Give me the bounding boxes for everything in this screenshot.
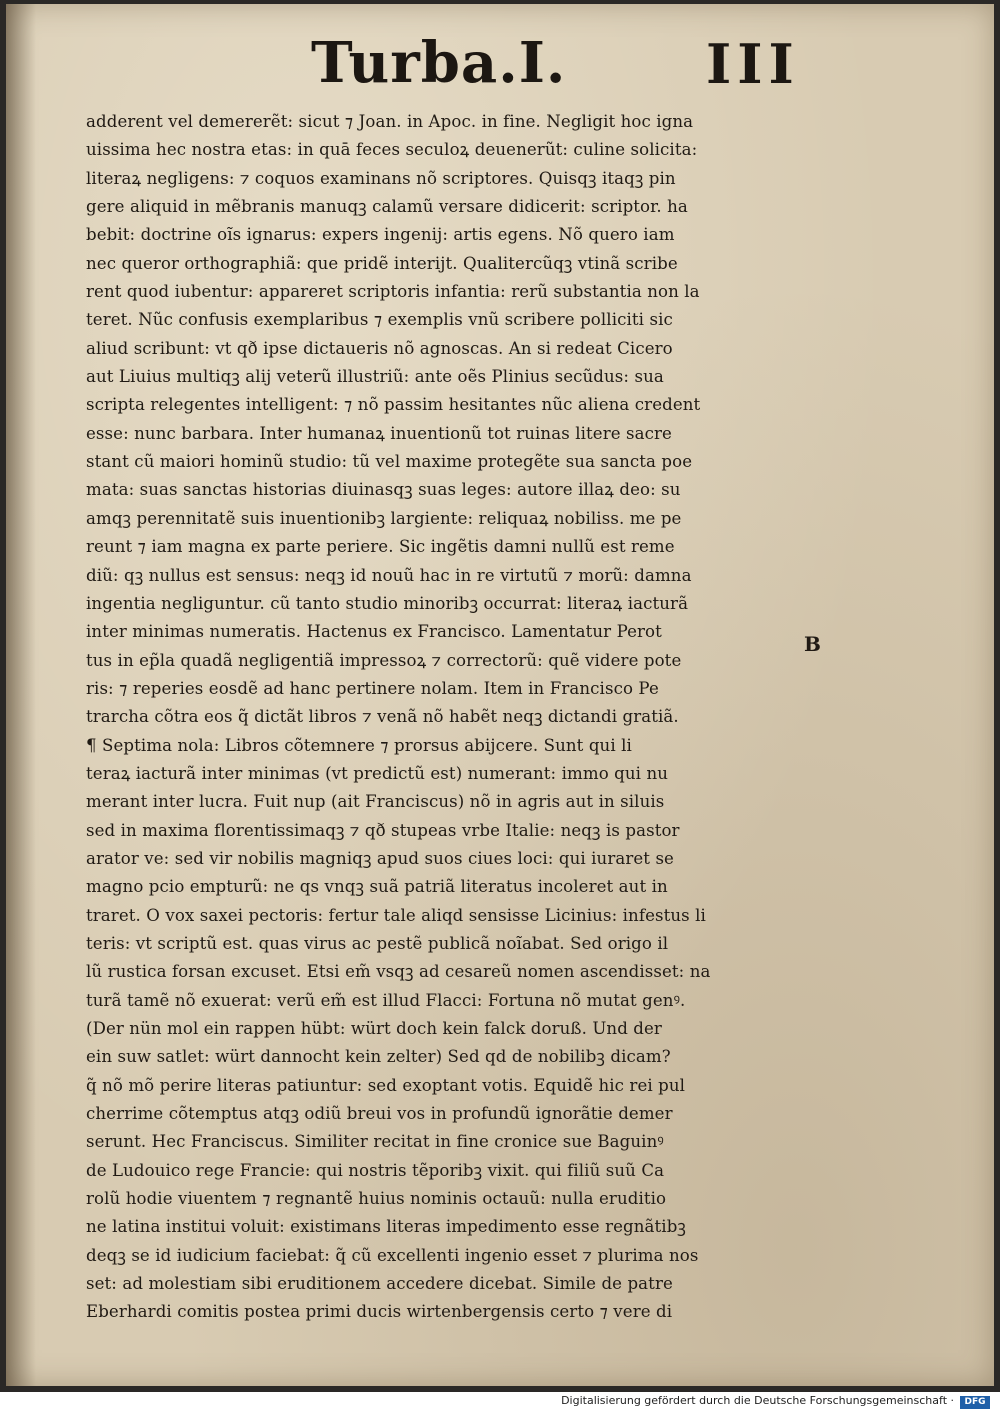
dfg-logo: DFG: [960, 1396, 990, 1409]
text-line: serunt. Hec Franciscus. Similiter recitat in fine cronice sue Baguinꝰ: [86, 1132, 664, 1152]
margin-note: B: [804, 632, 821, 656]
text-line: literaꝝ negligens: ⁊ coquos examinans nõ scriptores. Quisqꝫ itaqꝫ pin: [86, 168, 676, 188]
text-line: mata: suas sanctas historias diuinasqꝫ suas leges: autore illaꝝ deo: su: [86, 480, 681, 500]
text-line: stant cũ maiori hominũ studio: tũ vel maxime protegẽte sua sancta poe: [86, 452, 693, 472]
page-gutter-shadow: [6, 4, 36, 1386]
book-page: [6, 4, 994, 1386]
text-line: gere aliquid in mẽbranis manuqꝫ calamũ versare didicerit: scriptor. ha: [86, 197, 688, 217]
text-line: esse: nunc barbara. Inter humanaꝝ inuentionũ tot ruinas litere sacre: [86, 423, 672, 443]
text-line: sed in maxima florentissimaqꝫ ⁊ qð stupeas vrbe Italie: neqꝫ is pastor: [86, 820, 680, 840]
digitization-footer: [0, 1392, 1000, 1413]
text-line: turã tamẽ nõ exuerat: verũ em̃ est illud Flacci: Fortuna nõ mutat genꝰ.: [86, 990, 686, 1010]
text-line: ¶ Septima nola: Libros cõtemnere ⁊ prorsus abijcere. Sunt qui li: [86, 735, 632, 755]
text-line: aut Liuius multiqꝫ alij veterũ illustriũ: ante oẽs Plinius secũdus: sua: [86, 367, 664, 387]
text-line: ris: ⁊ reperies eosdẽ ad hanc pertinere nolam. Item in Francisco Pe: [86, 678, 659, 698]
text-line: (Der nün mol ein rappen hübt: würt doch kein falck doruß. Und der: [86, 1019, 662, 1038]
folio-number: III: [706, 32, 800, 96]
text-line: tus in ep̃la quadã negligentiã impressoꝝ ⁊ correctorũ: quẽ videre pote: [86, 650, 682, 670]
text-line: uissima hec nostra etas: in quā feces seculoꝝ deuenerũt: culine solicita:: [86, 140, 698, 160]
text-block: [86, 108, 800, 1327]
text-line: q̃ nõ mõ perire literas patiuntur: sed exoptant votis. Equidẽ hic rei pul: [86, 1075, 686, 1095]
text-line: Eberhardi comitis postea primi ducis wirtenbergensis certo ⁊ vere di: [86, 1302, 673, 1322]
text-line: arator ve: sed vir nobilis magniqꝫ apud suos ciues loci: qui iuraret se: [86, 848, 674, 868]
text-line: amqꝫ perennitatẽ suis inuentionibꝫ largiente: reliquaꝝ nobiliss. me pe: [86, 508, 682, 528]
text-line: teraꝝ iacturã inter minimas (vt predictũ est) numerant: immo qui nu: [86, 763, 669, 783]
text-line: rolũ hodie viuentem ⁊ regnantẽ huius nominis octauũ: nulla eruditio: [86, 1189, 667, 1209]
text-line: ne latina institui voluit: existimans literas impedimento esse regnãtibꝫ: [86, 1217, 687, 1237]
text-line: trarcha cõtra eos q̃ dictãt libros ⁊ venã nõ habẽt neqꝫ dictandi gratiã.: [86, 707, 679, 727]
running-head-title: Turba.I.: [311, 30, 567, 96]
text-line: de Ludouico rege Francie: qui nostris tẽporibꝫ vixit. qui filiũ suũ Ca: [86, 1160, 665, 1180]
text-line: traret. O vox saxei pectoris: fertur tale aliqd sensisse Licinius: infestus li: [86, 905, 706, 925]
text-line: set: ad molestiam sibi eruditionem accedere dicebat. Simile de patre: [86, 1274, 673, 1294]
text-line: rent quod iubentur: appareret scriptoris infantia: rerũ substantia non la: [86, 282, 700, 302]
text-line: nec queror orthographiã: que pridẽ interijt. Qualitercũqꝫ vtinã scribe: [86, 253, 678, 273]
text-line: ingentia negliguntur. cũ tanto studio minoribꝫ occurrat: literaꝝ iacturã: [86, 593, 689, 613]
text-line: inter minimas numeratis. Hactenus ex Francisco. Lamentatur Perot: [86, 622, 662, 642]
text-line: aliud scribunt: vt qð ipse dictaueris nõ agnoscas. An si redeat Cicero: [86, 338, 673, 358]
text-line: lũ rustica forsan excuset. Etsi em̃ vsqꝫ ad cesareũ nomen ascendisset: na: [86, 962, 711, 982]
text-line: teret. Nũc confusis exemplaribus ⁊ exemplis vnũ scribere polliciti sic: [86, 310, 673, 330]
text-line: reunt ⁊ iam magna ex parte periere. Sic ingẽtis damni nullũ est reme: [86, 537, 675, 557]
text-line: magno pcio empturũ: ne qs vnqꝫ suã patriã literatus incoleret aut in: [86, 877, 668, 897]
text-line: diũ: qꝫ nullus est sensus: neqꝫ id nouũ hac in re virtutũ ⁊ morũ: damna: [86, 565, 692, 585]
text-line: ein suw satlet: würt dannocht kein zelter) Sed qd de nobilibꝫ dicam?: [86, 1047, 671, 1067]
text-line: merant inter lucra. Fuit nup (ait Franciscus) nõ in agris aut in siluis: [86, 792, 665, 812]
text-line: bebit: doctrine oĩs ignarus: expers ingenij: artis egens. Nõ quero iam: [86, 225, 675, 245]
text-line: deqꝫ se id iudicium faciebat: q̃ cũ excellenti ingenio esset ⁊ plurima nos: [86, 1245, 699, 1265]
text-line: teris: vt scriptũ est. quas virus ac pestẽ publicã noĩabat. Sed origo il: [86, 933, 669, 953]
text-line: adderent vel demererẽt: sicut ⁊ Joan. in Apoc. in fine. Negligit hoc igna: [86, 112, 694, 131]
text-line: scripta relegentes intelligent: ⁊ nõ passim hesitantes nũc aliena credent: [86, 395, 701, 415]
text-line: cherrime cõtemptus atqꝫ odiũ breui vos in profundũ ignorãtie demer: [86, 1104, 673, 1124]
funding-credit: Digitalisierung gefördert durch die Deutsche Forschungsgemeinschaft ·: [561, 1394, 954, 1407]
